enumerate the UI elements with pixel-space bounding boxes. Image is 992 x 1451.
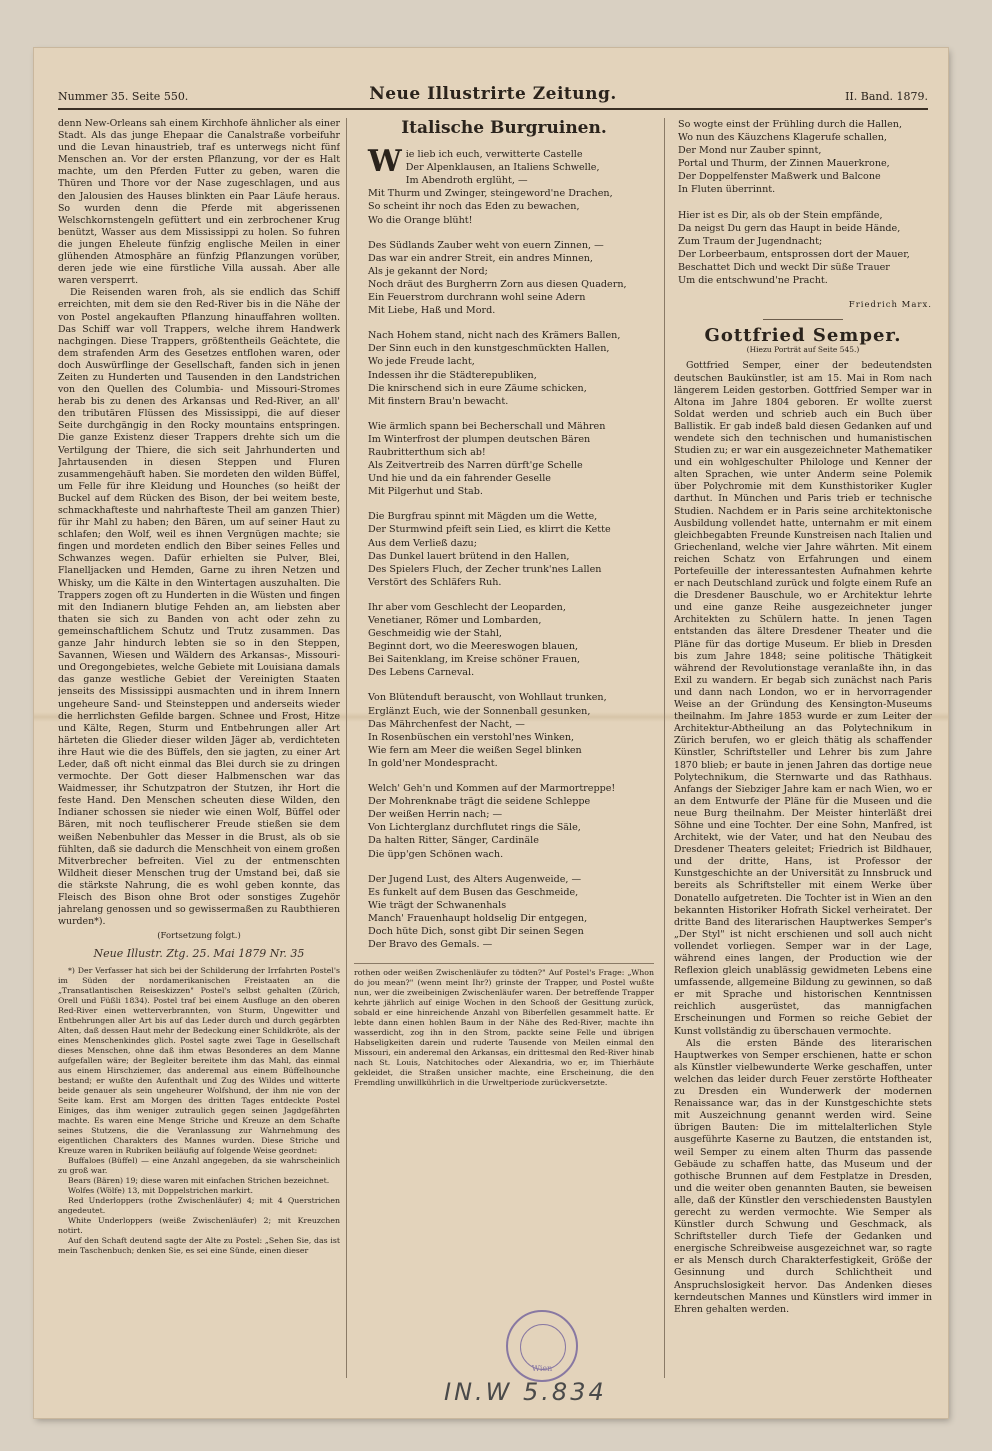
poem-line-text: Der Bravo des Gemals. — (368, 939, 493, 951)
poem-line (368, 161, 654, 174)
poem-line (368, 369, 654, 382)
poem-line-text: Nach Hohem stand, nicht nach des Krämers Ballen, (368, 330, 621, 342)
article-subnote: (Hiezu Porträt auf Seite 545.) (746, 345, 860, 355)
poem-line-text: Von Blütenduft berauscht, von Wohllaut trunken, (368, 692, 607, 704)
poem-line (368, 666, 654, 679)
poem-line (678, 261, 932, 274)
poem-line (368, 601, 654, 614)
poem-line-text: Der Alpenklausen, an Italiens Schwelle, (405, 162, 600, 174)
poem-line (368, 214, 654, 227)
poem-line-text: Als je gekannt der Nord; (368, 265, 488, 277)
poem-line (368, 731, 654, 744)
poem-line-text: Beschattet Dich und weckt Dir süße Trauer (678, 261, 890, 273)
poem-line (368, 808, 654, 821)
poem-line-text: Der Sinn euch in den kunstgeschmückten Hallen, (368, 343, 610, 355)
poem-line-text: Es funkelt auf dem Busen das Geschmeide, (368, 886, 579, 898)
poem-line (678, 144, 932, 157)
poem-line-text: Beginnt dort, wo die Meereswogen blauen, (368, 641, 579, 653)
poem-line (368, 200, 654, 213)
newspaper-page (34, 48, 948, 1418)
poem-line (368, 795, 654, 808)
poem-line (368, 782, 654, 795)
poem-line (368, 899, 654, 912)
poem-line-text: Wie ärmlich spann bei Becherschall und Mähren (368, 420, 606, 432)
poem-line (368, 873, 654, 886)
poem-line-text: Portal und Thurm, der Zinnen Mauerkrone, (678, 158, 890, 170)
poem-line-text: In Rosenbüschen ein verstohl'nes Winken, (368, 731, 575, 743)
poem-line (368, 459, 654, 472)
poem-line (368, 691, 654, 704)
poem-author: Friedrich Marx. (848, 300, 932, 311)
poem-line-text: Zum Traum der Jugendnacht; (678, 235, 823, 247)
poem-line-text: Da halten Ritter, Sänger, Cardinäle (368, 835, 539, 847)
page-header (58, 84, 928, 110)
poem-line-text: Des Südlands Zauber weht von euern Zinnen, — (368, 239, 604, 251)
article-title: Gottfried Semper. (704, 325, 902, 347)
column-rule (346, 118, 347, 1378)
poem-stanza (368, 329, 654, 408)
newspaper-title: Neue Illustrirte Zeitung. (369, 84, 617, 104)
poem-line-text: Der Doppelfenster Maßwerk und Balcone (678, 171, 881, 183)
story-column (58, 118, 340, 1388)
poem-line-text: In gold'ner Mondespracht. (368, 757, 498, 769)
drop-cap: W (368, 144, 402, 180)
poem-line-text: Manch' Frauenhaupt holdselig Dir entgegen, (368, 912, 588, 924)
footnote-paragraph: White Underloppers (weiße Zwischenläufer) 2; mit Kreuzchen notirt. (58, 1216, 340, 1236)
poem-line (368, 420, 654, 433)
poem-line (368, 382, 654, 395)
stamp-text: Wien (531, 1364, 553, 1373)
poem-body (354, 144, 654, 951)
volume-year: II. Band. 1879. (845, 90, 928, 103)
poem-line (368, 304, 654, 317)
poem-line-text: Und hie und da ein fahrender Geselle (368, 473, 551, 485)
poem-line-text: Bei Saitenklang, im Kreise schöner Frauen, (368, 654, 581, 666)
poem-line-text: So scheint ihr noch das Eden zu bewachen, (368, 201, 580, 213)
poem-line-text: Ein Feuerstrom durchrann wohl seine Adern (368, 292, 586, 304)
poem-column (354, 118, 654, 1388)
poem-line (368, 614, 654, 627)
poem-line-text: Raubritterthum sich ab! (368, 446, 486, 458)
poem-line (368, 433, 654, 446)
poem-line (678, 235, 932, 248)
poem-line (368, 265, 654, 278)
poem-line-text: Die knirschend sich in eure Zäume schicken, (368, 382, 587, 394)
poem-line (368, 653, 654, 666)
poem-stanza (368, 782, 654, 861)
poem-line (368, 472, 654, 485)
footnote-paragraph: Buffaloes (Büffel) — eine Anzahl angegeben, da sie wahrscheinlich zu groß war. (58, 1156, 340, 1176)
poem-line-text: Des Spielers Fluch, der Zecher trunk'nes Lallen (368, 563, 602, 575)
poem-line-text: Der Lorbeerbaum, entsprossen dort der Mauer, (678, 248, 910, 260)
divider (763, 319, 843, 320)
poem-line-text: Wo jede Freude lacht, (368, 356, 475, 368)
footnote-paragraph: rothen oder weißen Zwischenläufer zu tödten?" Auf Postel's Frage: „Whon do jou mean?" (wenn meint Ihr?) grinste der Trapper, und Postel wußte nun, wer die zweibeinigen Zwischenläufer waren. Der betreffende Trapper kehrte jährlich auf einige Wochen in den Schooß der Gesittung zurück, sobald er eine hinreichende Anzahl von Biberfellen gesammelt hatte. Er lebte dann einen hohlen Baum in der Nähe des Red-River, machte ihn wasserdicht, zog ihn in den Strom, packte seine Felle und übrigen Habseligkeiten darein und ruderte Tausende von Meilen einmal den Missouri, ein anderemal den Arkansas, ein drittesmal den Red-River hinab nach St. Louis, Natchitoches oder Alexandria, wo er, im Thierhäute gekleidet, die Straßen unsicher machte, eine Erscheinung, die den Fremdling unwillkührlich in die Urweltperiode zurückversetzte. (354, 968, 654, 1088)
poem-line-text: Aus dem Verließ dazu; (368, 537, 477, 549)
poem-stanza (368, 144, 654, 227)
poem-line-text: Das war ein andrer Streit, ein andres Minnen, (368, 252, 593, 264)
poem-line (678, 157, 932, 170)
poem-line-text: Ihr aber vom Geschlecht der Leoparden, (368, 601, 566, 613)
poem-line (678, 274, 932, 287)
poem-line-text: Doch hüte Dich, sonst gibt Dir seinen Segen (368, 925, 584, 937)
footnote (58, 966, 340, 1256)
footnote-continuation (354, 963, 654, 1088)
article-paragraph: Gottfried Semper, einer der bedeutendsten deutschen Baukünstler, ist am 15. Mai in Rom nach längerem Leiden gestorben. Gottfried Semper war in Altona im Jahre 1804 geboren. Er wollte zuerst Soldat werden und schrieb auch ein Buch über Ballistik. Er gab indeß bald diesen Gedanken auf und wendete sich den technischen und humanistischen Studien zu; er war ein ausgezeichneter Mathematiker und ein wohlgeschulter Philologe und Kenner der alten Sprachen, wie unter Anderm seine Polemik über Polychromie mit dem Kunsthistoriker Kugler darthut. In München und Paris trieb er technische Studien. Nachdem er in Paris seine architektonische Ausbildung vollendet hatte, unternahm er mit einem gleichbegabten Freunde Kunstreisen nach Italien und Griechenland, welche vier Jahre währten. Mit einem reichen Schatz von Erfahrungen und einem Portefeuille der interessantesten Aufnahmen kehrte er nach Deutschland zurück und folgte einem Rufe an die Dresdener Bauschule, wo er Architektur lehrte und eine ganze Reihe ausgezeichneter junger Architekten zu Schülern hatte. In jenen Tagen entstanden das ältere Dresdener Theater und die Pläne für das dortige Museum. Er blieb in Dresden bis zum Jahre 1848; seine politische Thätigkeit während der Revolutionstage veranlaßte ihn, in das Exil zu wandern. Er begab sich zunächst nach Paris und dann nach London, wo er in hervorragender Weise an der Gründung des Kensington-Museums theilnahm. Im Jahre 1853 wurde er zum Leiter der Architektur-Abtheilung an das Polytechnikum in Zürich berufen, wo er gleich thätig als schaffender Künstler, Schriftsteller und Lehrer bis zum Jahre 1870 blieb; er baute in jenen Jahren das dortige neue Polytechnikum, die Sternwarte und das Rathhaus. Anfangs der Siebziger Jahre kam er nach Wien, wo er an dem Entwurfe der Pläne für die Museen und die neue Burg theilnahm. Der Meister hinterläßt drei Söhne und eine Tochter. Der eine Sohn, Manfred, ist Architekt, wie der Vater, und hat den Neubau des Dresdener Theaters geleitet; Friedrich ist Bildhauer, und der dritte, Hans, ist Professor der Kunstgeschichte an der Universität zu Innsbruck und bereits als Schriftsteller mit einem Werke über Donatello aufgetreten. Die Tochter ist in Wien an den bekannten Historiker Hofrath Sickel verheiratet. Der dritte Band des literarischen Hauptwerkes Semper's „Der Styl" ist nicht erschienen und soll auch nicht vollendet vorliegen. Semper war in der Lage, während eines langen, der Production wie der Reflexion gleich unablässig gewidmeten Lebens eine umfassende, allgemeine Bildung zu gewinnen, so daß er mit Sprache und historischen Kenntnissen reichlich ausgerüstet, das mannigfachen Erscheinungen und Formen so reiche Gebiet der Kunst vollständig zu überschauen vermochte. (674, 360, 932, 1037)
poem-line-text: Als Zeitvertreib des Narren dürft'ge Schelle (368, 460, 583, 472)
poem-stanza (678, 118, 932, 197)
poem-line-text: Venetianer, Römer und Lombarden, (368, 615, 542, 626)
poem-line (368, 291, 654, 304)
poem-line (368, 550, 654, 563)
continuation-note: (Fortsetzung folgt.) (157, 931, 241, 942)
poem-line-text: Der Jugend Lust, des Alters Augenweide, — (368, 873, 582, 885)
poem-line-text: Wie fern am Meer die weißen Segel blinken (368, 744, 582, 756)
poem-line-text: Der weißen Herrin nach; — (368, 809, 503, 821)
issue-number: Nummer 35. Seite 550. (58, 90, 189, 103)
poem-line (368, 576, 654, 589)
poem-line (678, 170, 932, 183)
poem-line (368, 744, 654, 757)
poem-line (368, 446, 654, 459)
poem-line (368, 355, 654, 368)
poem-line (368, 510, 654, 523)
poem-line-text: Indessen ihr die Städterepubliken, (368, 369, 537, 381)
poem-line (368, 912, 654, 925)
poem-line-text: Wie trägt der Schwanenhals (368, 899, 507, 911)
poem-line (368, 925, 654, 938)
poem-line (368, 627, 654, 640)
footnote-paragraph: Auf den Schaft deutend sagte der Alte zu Postel: „Sehen Sie, das ist mein Taschenbuch; denken Sie, es sei eine Sünde, einen dieser (58, 1236, 340, 1256)
poem-line-text: Im Abendroth erglüht, — (405, 175, 528, 187)
poem-line (368, 395, 654, 408)
poem-line-text: Die üpp'gen Schönen wach. (368, 848, 504, 860)
poem-line-text: Da neigst Du gern das Haupt in beide Hände, (678, 222, 901, 234)
poem-line-text: Wo nun des Käuzchens Klagerufe schallen, (678, 132, 887, 144)
poem-line (368, 834, 654, 847)
poem-line (368, 718, 654, 731)
poem-line-text: Der Sturmwind pfeift sein Lied, es klirrt die Kette (368, 524, 611, 536)
poem-line (368, 705, 654, 718)
poem-line-text: Von Lichterglanz durchflutet rings die Säle, (368, 822, 581, 834)
poem-line (368, 329, 654, 342)
poem-line (368, 563, 654, 576)
poem-line-text: Das Dunkel lauert brütend in den Hallen, (368, 550, 570, 562)
right-column (674, 118, 932, 1388)
poem-line-text: Verstört des Schläfers Ruh. (368, 576, 502, 588)
poem-line (368, 848, 654, 861)
poem-continuation (674, 118, 932, 287)
poem-line-text: Mit finstern Brau'n bewacht. (368, 395, 509, 407)
poem-stanza (368, 691, 654, 770)
story-paragraph: denn New-Orleans sah einem Kirchhofe ähnlicher als einer Stadt. Als das junge Ehepaar die Canalstraße vorbeifuhr und die Levan hinaustrieb, traf es unterwegs nicht fünf Menschen an. Vor der ersten Pflanzung, vor der es Halt machte, um den Pferden Futter zu geben, waren die Thüren und Thore vor der Nase zugeschlagen, und aus den Jalousien des Hauses blinkten ein Paar Läufe heraus. So wurden denn die Pferde mit abgerissenen Welschkornstengeln gefüttert und ein zerbrochener Krug benützt, Wasser aus dem Mississippi zu holen. So fuhren die jungen Eheleute fünfzig englische Meilen in einer glühenden Atmosphäre an fünfzig Pflanzungen vorüber, deren jede wie eine fürstliche Villa aussah. Aber alle waren versperrt. (58, 118, 340, 287)
archive-number: IN.W 5.834 (444, 1378, 607, 1406)
poem-line (678, 222, 932, 235)
poem-line-text: Mit Liebe, Haß und Mord. (368, 305, 496, 317)
footnote-paragraph: Wolfes (Wölfe) 13, mit Doppelstrichen markirt. (68, 1186, 253, 1196)
poem-line (368, 485, 654, 498)
poem-line-text: Hier ist es Dir, als ob der Stein empfände, (678, 209, 883, 221)
poem-line (368, 239, 654, 252)
poem-line-text: Im Winterfrost der plumpen deutschen Bären (368, 433, 591, 445)
column-rule (664, 118, 665, 1378)
poem-line (368, 342, 654, 355)
poem-line-text: Wo die Orange blüht! (368, 214, 473, 226)
poem-line-text: Des Lebens Carneval. (368, 667, 475, 679)
poem-line (678, 248, 932, 261)
poem-line-text: Das Mährchenfest der Nacht, — (368, 718, 525, 730)
poem-line-text: Der Mohrenknabe trägt die seidene Schleppe (368, 796, 591, 808)
footnote-paragraph: *) Der Verfasser hat sich bei der Schilderung der Irrfahrten Postel's im Süden der nordamerikanischen Freistaaten an die „Transatlantischen Reiseskizzen" Postel's selbst gehalten (Zürich, Orell und Füßli 1834). Postel traf bei einem Ausfluge an den oberen Red-River einen wetterverbrannten, von Sturm, Ungewitter und Entbehrungen aller Art bis auf das Leder durch und durch gegärbten Alten, daß dessen Haut mehr der Bedeckung einer Schildkröte, als der eines Menschenkindes glich. Postel sagte zwei Tage in Gesellschaft dieses Menschen, ohne daß ihm etwas Besonderes an dem Manne aufgefallen wäre; der Begleiter bereitete ihm das Mahl, das einmal aus einem Hirschziemer, das anderemal aus einem Büffelhounche bestand; er wußte den Aufenthalt und Zug des Wildes und witterte beide genauer als sein ungeheurer Wolfshund, der ihm nie von der Seite kam. Erst am Morgen des dritten Tages entdeckte Postel Einiges, das ihm weniger zutraulich gegen seinen Jagdgefährten machte. Es waren eine Menge Striche und Kreuze an dem Schafte seines Stutzens, die die Veranlassung zur Wahrnehmung des eigentlichen Charakters des Mannes wurden. Diese Striche und Kreuze waren in Rubriken beiläufig auf folgende Weise geordnet: (58, 966, 340, 1156)
poem-line (368, 187, 654, 200)
poem-line (368, 821, 654, 834)
poem-line (368, 252, 654, 265)
poem-stanza (368, 601, 654, 680)
poem-line (368, 278, 654, 291)
poem-line-text: Noch dräut des Burgherrn Zorn aus diesen Quadern, (368, 278, 627, 290)
poem-line-text: So wogte einst der Frühling durch die Hallen, (678, 119, 902, 130)
poem-stanza (678, 209, 932, 288)
handwritten-annotation: Neue Illustr. Ztg. 25. Mai 1879 Nr. 35 (93, 947, 305, 961)
poem-line-text: Mit Thurm und Zwinger, steingeword'ne Drachen, (368, 188, 613, 200)
poem-line (368, 640, 654, 653)
poem-stanza (368, 420, 654, 499)
poem-line-text: Um die entschwund'ne Pracht. (678, 275, 828, 287)
article-paragraph: Als die ersten Bände des literarischen Hauptwerkes von Semper erschienen, hatte er schon als Künstler vielbewunderte Werke geschaffen, unter welchen das leider durch Feuer zerstörte Hoftheater zu Dresden ein Wunderwerk der modernen Renaissance war, das in der Kunstgeschichte stets mit Auszeichnung genannt werden wird. Seine übrigen Bauten: Die im mittelalterlichen Style ausgeführte Kaserne zu Bautzen, die entstanden ist, weil Semper zu einem alten Thurm das passende Gebäude zu schaffen hatte, das Museum und der gothische Brunnen auf dem Festplatze in Dresden, und die weiter oben genannten Bauten, sie beweisen alle, daß der Künstler den verschiedensten Baustylen gerecht zu werden vermochte. Wie Semper als Künstler durch Schwung und Geschmack, als Schriftsteller durch Tiefe der Gedanken und energische Schreibweise ausgezeichnet war, so ragte er als Mensch durch Charakterfestigkeit, Größe der Gesinnung und durch Schlichtheit und Anspruchslosigkeit hervor. Das Andenken dieses kerndeutschen Mannes und Künstlers wird immer in Ehren gehalten werden. (674, 1037, 932, 1315)
library-stamp (506, 1310, 578, 1382)
poem-line (368, 523, 654, 536)
poem-title: Italische Burgruinen. (401, 118, 607, 138)
poem-line (678, 183, 932, 196)
poem-line-text: Der Mond nur Zauber spinnt, (678, 145, 822, 157)
poem-line-text: Die Burgfrau spinnt mit Mägden um die Wette, (368, 511, 598, 523)
poem-stanza (368, 873, 654, 952)
story-paragraph: Die Reisenden waren froh, als sie endlich das Schiff erreichten, mit dem sie den Red-River bis in die Nähe der von Postel angekauften Pflanzung hinauffahren wollten. Das Schiff war voll Trappers, welche ihrem Handwerk nachgingen. Diese Trappers, größtentheils Geächtete, die dem strafenden Arm des Gesetzes entflohen waren, oder doch Auswürflinge der Gesellschaft, fanden sich in jenen Zeiten zu Hunderten und Tausenden in den Landstrichen von den Quellen des Columbia- und Missouri-Stromes herab bis zu denen des Arkansas und Red-River, an all' den tributären Flüssen des Mississippi, die auf dieser Seite durchgängig in den Rocky mountains entspringen. Die ganze Existenz dieser Trappers drehte sich um die Vertilgung der Thiere, die sich seit Jahrhunderten und Jahrtausenden in diesen Steppen und Fluren zusammengehäuft haben. Sie mordeten den wilden Büffel, um Felle für ihre Kleidung und Hounches (so heißt der Buckel auf dem Rücken des Bison, der bei weitem beste, schmackhafteste und nahrhafteste Theil am ganzen Thier) für ihr Mahl zu haben; den Bären, um auf seiner Haut zu schlafen; den Wolf, weil es ihnen Vergnügen machte; sie fingen und mordeten endlich den Biber seines Felles und Schwanzes wegen. Dafür erhielten sie Pulver, Blei, Flanelljacken und Hemden, Garne zu ihren Netzen und Whisky, um die Kälte in den Wintertagen auszuhalten. Die Trappers zogen oft zu Hunderten in die Wüsten und fingen mit den Indianern blutige Fehden an, am liebsten aber thaten sie sich zu Banden von acht oder zehn zu gemeinschaftlichem Schutz und Trutz zusammen. Das ganze Jahr hindurch lebten sie so in den Steppen, Savannen, Wiesen und Wäldern des Arkansas-, Missouri- und Oregongebietes, welche Gebiete mit Louisiana damals das ganze westliche Gebiet der Vereinigten Staaten jenseits des Mississippi ausmachten und in ihrem Innern ungeheure Sand- und Steinsteppen und anderseits wieder die herrlichsten Gefilde bargen. Schnee und Frost, Hitze und Kälte, Regen, Sturm und Entbehrungen aller Art härteten die Glieder dieser wilden Jäger ab, verdichteten ihre Haut wie die des Büffels, den sie jagten, zu einer Art Leder, daß oft nicht einmal das Blei durch sie zu dringen vermochte. Der Gott dieser Halbmenschen war das Waidmesser, ihr Schutzpatron der Stutzen, ihr Hort die feste Hand. Den Menschen scheuten diese Wilden, den Indianer schossen sie nieder wie einen Wolf, Büffel oder Bären, mit noch teuflischerer Freude stießen sie dem weißen Nebenbuhler das Messer in die Brust, als ob sie fühlten, daß sie dadurch die Menschheit von einem großen Mitverbrecher befreiten. Viel zu der entmenschten Wildheit dieser Menschen trug der Umstand bei, daß sie die stärkste Nahrung, die es wohl geben konnte, das Fleisch des Bison ohne Brot oder sonstiges Zugehör jahrelang genossen und so gewissermaßen zu Raubthieren wurden*). (58, 287, 340, 928)
poem-line (368, 886, 654, 899)
poem-line-text: Welch' Geh'n und Kommen auf der Marmortreppe! (368, 783, 616, 795)
poem-line-text: Geschmeidig wie der Stahl, (368, 628, 502, 640)
poem-line (678, 118, 932, 131)
footnote-paragraph: Red Underloppers (rothe Zwischenläufer) 4; mit 4 Querstrichen angedeutet. (58, 1196, 340, 1216)
poem-line (368, 938, 654, 951)
poem-line-text: In Fluten überrinnt. (678, 184, 776, 196)
poem-line (368, 174, 654, 187)
poem-line (678, 131, 932, 144)
poem-line-text: Mit Pilgerhut und Stab. (368, 486, 483, 498)
poem-line (368, 537, 654, 550)
poem-line-text: Erglänzt Euch, wie der Sonnenball gesunken, (368, 705, 591, 717)
poem-stanza (368, 239, 654, 318)
poem-line (368, 757, 654, 770)
poem-line (678, 209, 932, 222)
poem-line-text: ie lieb ich euch, verwitterte Castelle (405, 149, 583, 161)
footnote-paragraph: Bears (Bären) 19; diese waren mit einfachen Strichen bezeichnet. (68, 1176, 330, 1186)
poem-stanza (368, 510, 654, 589)
